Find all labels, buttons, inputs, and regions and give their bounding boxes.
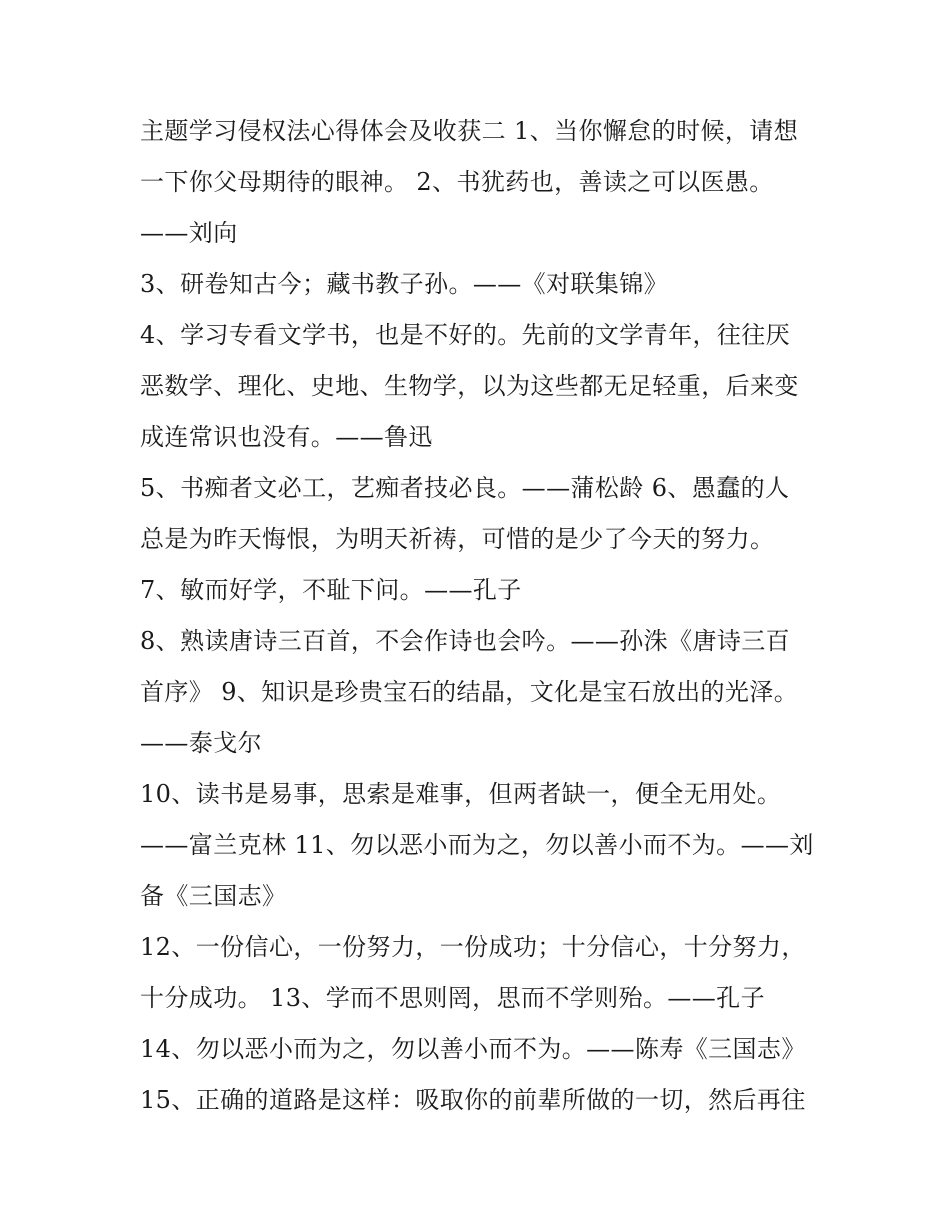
text-line: ——富兰克林 11、勿以恶小而为之，勿以善小而不为。——刘 xyxy=(140,831,814,859)
text-line: 12、一份信心，一份努力，一份成功；十分信心，十分努力， xyxy=(140,933,806,961)
text-line: 4、学习专看文学书，也是不好的。先前的文学青年，往往厌 xyxy=(140,321,791,349)
text-line: 14、勿以恶小而为之，勿以善小而不为。——陈寿《三国志》 xyxy=(140,1035,806,1063)
text-line: 5、书痴者文必工，艺痴者技必良。——蒲松龄 6、愚蠢的人 xyxy=(140,474,790,502)
text-line: ——刘向 xyxy=(140,219,238,247)
text-line: 一下你父母期待的眼神。 2、书犹药也，善读之可以医愚。 xyxy=(140,168,774,196)
text-line: 成连常识也没有。——鲁迅 xyxy=(140,423,433,451)
text-line: 15、正确的道路是这样：吸取你的前辈所做的一切，然后再往 xyxy=(140,1086,806,1114)
text-line: 总是为昨天悔恨，为明天祈祷，可惜的是少了今天的努力。 xyxy=(140,525,775,553)
text-line: 备《三国志》 xyxy=(140,882,287,910)
text-line: 恶数学、理化、史地、生物学，以为这些都无足轻重，后来变 xyxy=(140,372,799,400)
text-line: 8、熟读唐诗三百首，不会作诗也会吟。——孙洙《唐诗三百 xyxy=(140,627,791,655)
text-line: ——泰戈尔 xyxy=(140,729,262,757)
text-line: 3、研卷知古今；藏书教子孙。——《对联集锦》 xyxy=(140,270,669,298)
text-line: 首序》 9、知识是珍贵宝石的结晶，文化是宝石放出的光泽。 xyxy=(140,678,799,706)
document-body xyxy=(140,106,820,1126)
text-line: 主题学习侵权法心得体会及收获二 1、当你懈怠的时候，请想 xyxy=(140,117,799,145)
text-line: 十分成功。 13、学而不思则罔，思而不学则殆。——孔子 xyxy=(140,984,765,1012)
text-line: 10、读书是易事，思索是难事，但两者缺一，便全无用处。 xyxy=(140,780,782,808)
text-line: 7、敏而好学，不耻下问。——孔子 xyxy=(140,576,522,604)
